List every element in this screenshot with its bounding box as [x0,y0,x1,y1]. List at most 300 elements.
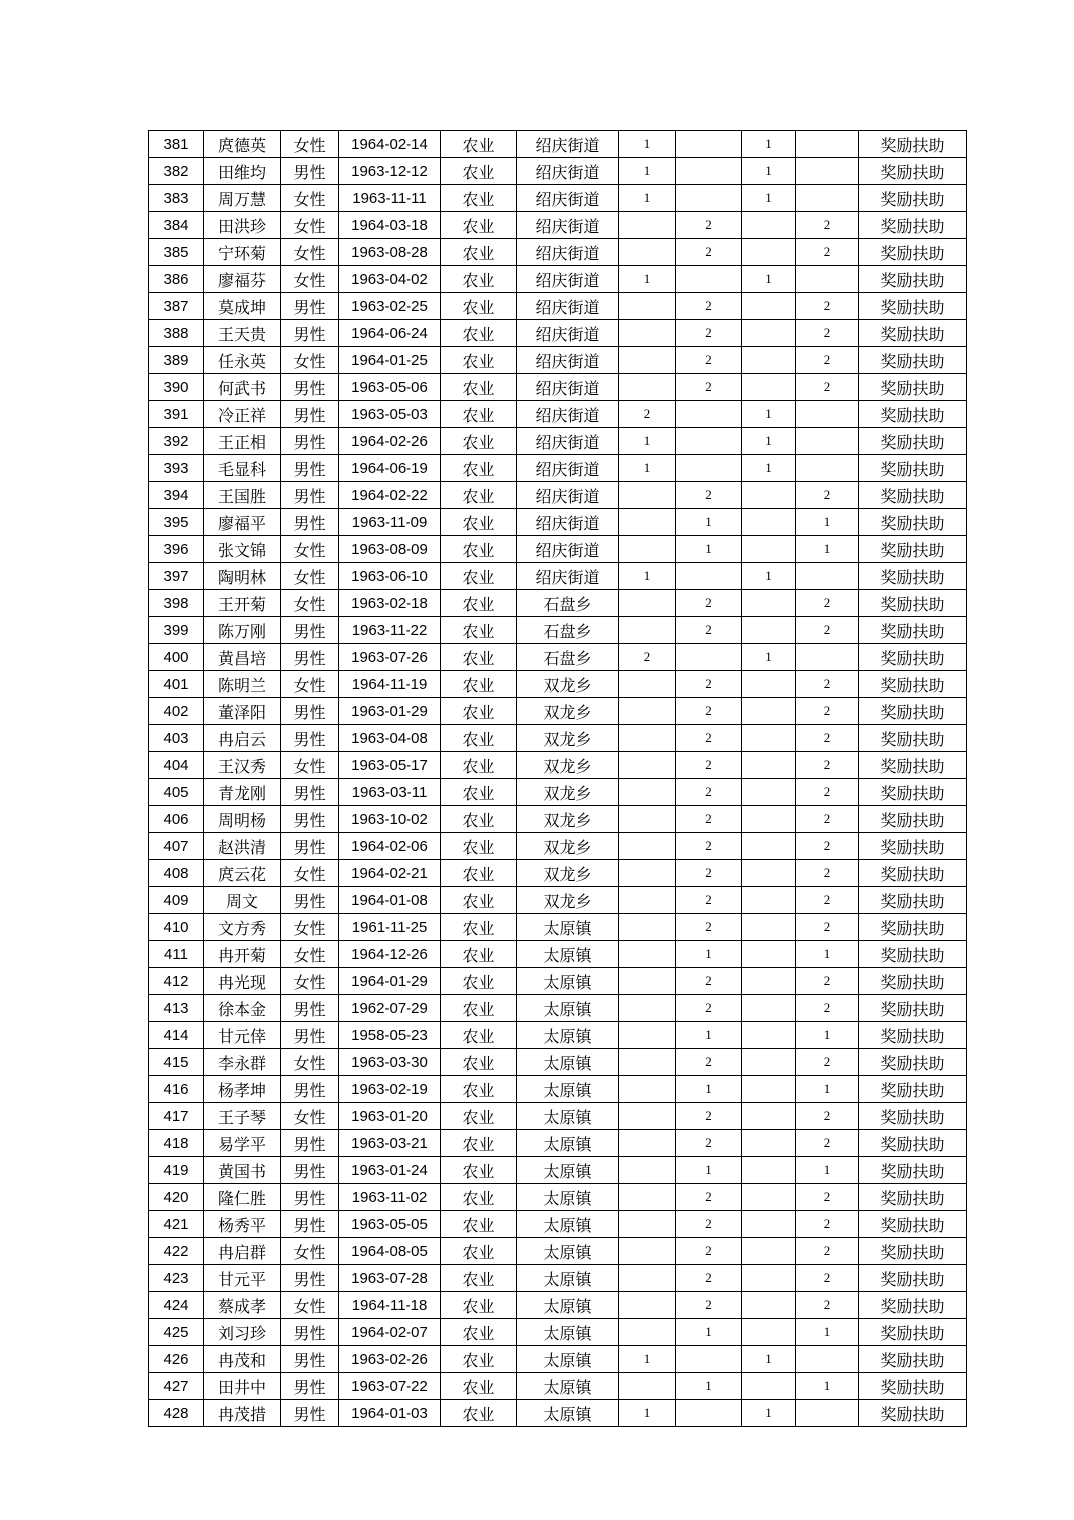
table-row [149,374,967,401]
township-cell: 太原镇 [517,1103,619,1130]
count-col-1-cell [619,968,676,995]
person-name-cell: 甘元倖 [204,1022,281,1049]
household-type-cell: 农业 [441,482,517,509]
household-type-cell: 农业 [441,239,517,266]
count-col-3-cell [742,914,796,941]
count-col-3-cell [742,725,796,752]
household-type-cell: 农业 [441,968,517,995]
count-col-1-cell [619,1211,676,1238]
township-cell: 石盘乡 [517,590,619,617]
gender-cell: 男性 [281,779,339,806]
gender-cell: 男性 [281,374,339,401]
count-col-4-cell: 2 [796,887,859,914]
person-name-cell: 杨秀平 [204,1211,281,1238]
count-col-4-cell: 2 [796,347,859,374]
count-col-1-cell [619,1292,676,1319]
count-col-1-cell [619,239,676,266]
table-row [149,1265,967,1292]
count-col-2-cell: 2 [676,1238,742,1265]
count-col-1-cell: 1 [619,266,676,293]
count-col-1-cell [619,1130,676,1157]
person-name-cell: 周文 [204,887,281,914]
record-number-cell: 409 [149,887,204,914]
record-number-cell: 420 [149,1184,204,1211]
assistance-type-cell: 奖励扶助 [859,536,967,563]
record-number-cell: 384 [149,212,204,239]
person-name-cell: 田井中 [204,1373,281,1400]
assistance-type-cell: 奖励扶助 [859,1103,967,1130]
birth-date-cell: 1963-05-05 [339,1211,441,1238]
count-col-2-cell: 2 [676,968,742,995]
count-col-2-cell [676,131,742,158]
table-row [149,455,967,482]
count-col-2-cell: 2 [676,779,742,806]
count-col-1-cell [619,212,676,239]
gender-cell: 男性 [281,320,339,347]
person-name-cell: 冷正祥 [204,401,281,428]
birth-date-cell: 1963-04-08 [339,725,441,752]
township-cell: 双龙乡 [517,671,619,698]
count-col-3-cell [742,1184,796,1211]
birth-date-cell: 1963-06-10 [339,563,441,590]
count-col-4-cell: 2 [796,806,859,833]
count-col-2-cell [676,428,742,455]
birth-date-cell: 1958-05-23 [339,1022,441,1049]
count-col-1-cell: 2 [619,644,676,671]
gender-cell: 男性 [281,1346,339,1373]
birth-date-cell: 1963-11-22 [339,617,441,644]
count-col-1-cell [619,1076,676,1103]
gender-cell: 女性 [281,752,339,779]
gender-cell: 女性 [281,1238,339,1265]
person-name-cell: 王开菊 [204,590,281,617]
count-col-2-cell: 1 [676,1157,742,1184]
count-col-4-cell [796,266,859,293]
count-col-3-cell [742,1238,796,1265]
person-name-cell: 甘元平 [204,1265,281,1292]
count-col-1-cell: 1 [619,158,676,185]
count-col-3-cell [742,1319,796,1346]
assistance-type-cell: 奖励扶助 [859,1049,967,1076]
table-row [149,725,967,752]
gender-cell: 男性 [281,1022,339,1049]
person-name-cell: 冉启群 [204,1238,281,1265]
count-col-2-cell: 2 [676,212,742,239]
birth-date-cell: 1964-08-05 [339,1238,441,1265]
assistance-type-cell: 奖励扶助 [859,860,967,887]
assistance-type-cell: 奖励扶助 [859,1184,967,1211]
count-col-4-cell: 2 [796,1103,859,1130]
count-col-2-cell [676,1400,742,1427]
count-col-4-cell: 2 [796,995,859,1022]
assistance-type-cell: 奖励扶助 [859,563,967,590]
count-col-2-cell: 2 [676,725,742,752]
assistance-type-cell: 奖励扶助 [859,428,967,455]
household-type-cell: 农业 [441,509,517,536]
assistance-type-cell: 奖励扶助 [859,1022,967,1049]
count-col-4-cell: 1 [796,1157,859,1184]
count-col-4-cell: 2 [796,320,859,347]
gender-cell: 男性 [281,1130,339,1157]
count-col-3-cell [742,293,796,320]
assistance-type-cell: 奖励扶助 [859,941,967,968]
count-col-3-cell [742,1157,796,1184]
count-col-2-cell [676,401,742,428]
township-cell: 绍庆街道 [517,347,619,374]
table-row [149,1049,967,1076]
record-number-cell: 391 [149,401,204,428]
record-number-cell: 385 [149,239,204,266]
birth-date-cell: 1964-06-24 [339,320,441,347]
gender-cell: 男性 [281,1211,339,1238]
count-col-4-cell: 2 [796,482,859,509]
record-number-cell: 381 [149,131,204,158]
record-number-cell: 398 [149,590,204,617]
birth-date-cell: 1963-02-26 [339,1346,441,1373]
record-number-cell: 426 [149,1346,204,1373]
township-cell: 太原镇 [517,995,619,1022]
record-number-cell: 404 [149,752,204,779]
assistance-type-cell: 奖励扶助 [859,401,967,428]
gender-cell: 男性 [281,833,339,860]
assistance-type-cell: 奖励扶助 [859,455,967,482]
count-col-3-cell [742,860,796,887]
count-col-3-cell [742,1373,796,1400]
table-row [149,806,967,833]
table-row [149,590,967,617]
assistance-type-cell: 奖励扶助 [859,239,967,266]
gender-cell: 男性 [281,428,339,455]
count-col-3-cell: 1 [742,131,796,158]
birth-date-cell: 1963-03-11 [339,779,441,806]
count-col-2-cell: 2 [676,860,742,887]
gender-cell: 男性 [281,401,339,428]
birth-date-cell: 1963-07-22 [339,1373,441,1400]
count-col-3-cell [742,806,796,833]
person-name-cell: 廖福平 [204,509,281,536]
count-col-3-cell [742,1130,796,1157]
count-col-2-cell: 1 [676,1319,742,1346]
assistance-type-cell: 奖励扶助 [859,185,967,212]
gender-cell: 女性 [281,1292,339,1319]
count-col-4-cell: 2 [796,698,859,725]
township-cell: 双龙乡 [517,725,619,752]
count-col-4-cell: 2 [796,617,859,644]
table-row [149,1022,967,1049]
count-col-1-cell [619,1373,676,1400]
person-name-cell: 庹云花 [204,860,281,887]
person-name-cell: 冉光现 [204,968,281,995]
count-col-4-cell: 2 [796,374,859,401]
count-col-3-cell: 1 [742,563,796,590]
birth-date-cell: 1964-12-26 [339,941,441,968]
person-name-cell: 蔡成孝 [204,1292,281,1319]
table-row [149,482,967,509]
birth-date-cell: 1963-07-26 [339,644,441,671]
gender-cell: 男性 [281,482,339,509]
township-cell: 双龙乡 [517,779,619,806]
count-col-1-cell [619,995,676,1022]
table-row [149,509,967,536]
assistance-type-cell: 奖励扶助 [859,1265,967,1292]
count-col-2-cell: 1 [676,941,742,968]
person-name-cell: 隆仁胜 [204,1184,281,1211]
count-col-1-cell: 1 [619,428,676,455]
person-name-cell: 冉启云 [204,725,281,752]
gender-cell: 男性 [281,455,339,482]
township-cell: 石盘乡 [517,617,619,644]
birth-date-cell: 1962-07-29 [339,995,441,1022]
count-col-4-cell: 2 [796,1265,859,1292]
count-col-2-cell: 1 [676,1076,742,1103]
township-cell: 太原镇 [517,1400,619,1427]
birth-date-cell: 1961-11-25 [339,914,441,941]
count-col-1-cell [619,293,676,320]
person-name-cell: 陶明林 [204,563,281,590]
assistance-type-cell: 奖励扶助 [859,1373,967,1400]
assistance-type-cell: 奖励扶助 [859,1238,967,1265]
person-name-cell: 青龙刚 [204,779,281,806]
gender-cell: 男性 [281,509,339,536]
count-col-1-cell [619,941,676,968]
birth-date-cell: 1964-02-21 [339,860,441,887]
count-col-4-cell [796,131,859,158]
count-col-2-cell: 1 [676,1022,742,1049]
count-col-3-cell [742,374,796,401]
count-col-2-cell: 2 [676,590,742,617]
count-col-2-cell: 2 [676,1184,742,1211]
count-col-1-cell: 1 [619,455,676,482]
township-cell: 绍庆街道 [517,509,619,536]
count-col-4-cell: 2 [796,212,859,239]
household-type-cell: 农业 [441,671,517,698]
household-type-cell: 农业 [441,1238,517,1265]
person-name-cell: 陈明兰 [204,671,281,698]
birth-date-cell: 1964-01-29 [339,968,441,995]
township-cell: 绍庆街道 [517,455,619,482]
count-col-2-cell: 1 [676,1373,742,1400]
count-col-4-cell: 2 [796,239,859,266]
count-col-2-cell [676,563,742,590]
assistance-type-cell: 奖励扶助 [859,752,967,779]
record-number-cell: 421 [149,1211,204,1238]
household-type-cell: 农业 [441,1211,517,1238]
assistance-type-cell: 奖励扶助 [859,374,967,401]
table-row [149,995,967,1022]
household-type-cell: 农业 [441,185,517,212]
record-number-cell: 383 [149,185,204,212]
count-col-1-cell [619,374,676,401]
gender-cell: 男性 [281,293,339,320]
record-number-cell: 396 [149,536,204,563]
table-row [149,563,967,590]
household-type-cell: 农业 [441,752,517,779]
gender-cell: 男性 [281,158,339,185]
person-name-cell: 廖福芬 [204,266,281,293]
birth-date-cell: 1964-02-22 [339,482,441,509]
table-row [149,752,967,779]
table-row [149,239,967,266]
count-col-1-cell [619,590,676,617]
household-type-cell: 农业 [441,1157,517,1184]
township-cell: 绍庆街道 [517,401,619,428]
birth-date-cell: 1964-02-14 [339,131,441,158]
person-name-cell: 赵洪清 [204,833,281,860]
count-col-1-cell [619,914,676,941]
birth-date-cell: 1963-04-02 [339,266,441,293]
count-col-4-cell [796,644,859,671]
household-type-cell: 农业 [441,401,517,428]
count-col-3-cell [742,590,796,617]
count-col-3-cell [742,1292,796,1319]
count-col-4-cell: 2 [796,1130,859,1157]
assistance-type-cell: 奖励扶助 [859,1157,967,1184]
count-col-3-cell [742,320,796,347]
assistance-type-cell: 奖励扶助 [859,1076,967,1103]
record-number-cell: 388 [149,320,204,347]
count-col-2-cell: 2 [676,1265,742,1292]
roster-table [148,130,967,1427]
person-name-cell: 李永群 [204,1049,281,1076]
birth-date-cell: 1963-03-30 [339,1049,441,1076]
record-number-cell: 417 [149,1103,204,1130]
person-name-cell: 张文锦 [204,536,281,563]
count-col-1-cell [619,617,676,644]
township-cell: 绍庆街道 [517,266,619,293]
table-row [149,320,967,347]
count-col-2-cell: 2 [676,1292,742,1319]
gender-cell: 男性 [281,806,339,833]
birth-date-cell: 1963-02-25 [339,293,441,320]
household-type-cell: 农业 [441,725,517,752]
count-col-1-cell: 1 [619,1400,676,1427]
birth-date-cell: 1964-01-03 [339,1400,441,1427]
count-col-1-cell [619,833,676,860]
count-col-4-cell: 1 [796,941,859,968]
household-type-cell: 农业 [441,455,517,482]
assistance-type-cell: 奖励扶助 [859,590,967,617]
count-col-3-cell [742,509,796,536]
person-name-cell: 王子琴 [204,1103,281,1130]
birth-date-cell: 1964-11-18 [339,1292,441,1319]
person-name-cell: 刘习珍 [204,1319,281,1346]
township-cell: 太原镇 [517,968,619,995]
person-name-cell: 董泽阳 [204,698,281,725]
township-cell: 太原镇 [517,1238,619,1265]
household-type-cell: 农业 [441,833,517,860]
assistance-type-cell: 奖励扶助 [859,671,967,698]
count-col-2-cell [676,1346,742,1373]
record-number-cell: 422 [149,1238,204,1265]
household-type-cell: 农业 [441,1022,517,1049]
person-name-cell: 黄国书 [204,1157,281,1184]
birth-date-cell: 1963-01-29 [339,698,441,725]
assistance-type-cell: 奖励扶助 [859,293,967,320]
record-number-cell: 428 [149,1400,204,1427]
count-col-3-cell [742,536,796,563]
gender-cell: 男性 [281,1076,339,1103]
birth-date-cell: 1963-12-12 [339,158,441,185]
household-type-cell: 农业 [441,293,517,320]
assistance-type-cell: 奖励扶助 [859,617,967,644]
count-col-3-cell [742,1211,796,1238]
count-col-1-cell [619,779,676,806]
assistance-type-cell: 奖励扶助 [859,212,967,239]
table-row [149,131,967,158]
assistance-type-cell: 奖励扶助 [859,158,967,185]
count-col-2-cell: 2 [676,671,742,698]
gender-cell: 女性 [281,536,339,563]
count-col-2-cell: 2 [676,833,742,860]
gender-cell: 女性 [281,239,339,266]
household-type-cell: 农业 [441,698,517,725]
township-cell: 太原镇 [517,1130,619,1157]
person-name-cell: 冉开菊 [204,941,281,968]
gender-cell: 男性 [281,1184,339,1211]
roster-body [149,131,967,1427]
person-name-cell: 莫成坤 [204,293,281,320]
household-type-cell: 农业 [441,644,517,671]
count-col-3-cell [742,1265,796,1292]
table-row [149,914,967,941]
gender-cell: 女性 [281,131,339,158]
assistance-type-cell: 奖励扶助 [859,131,967,158]
birth-date-cell: 1964-02-06 [339,833,441,860]
count-col-3-cell: 1 [742,158,796,185]
gender-cell: 男性 [281,995,339,1022]
count-col-2-cell: 2 [676,995,742,1022]
count-col-4-cell: 1 [796,1076,859,1103]
gender-cell: 女性 [281,347,339,374]
count-col-3-cell [742,212,796,239]
person-name-cell: 何武书 [204,374,281,401]
assistance-type-cell: 奖励扶助 [859,266,967,293]
count-col-1-cell [619,1103,676,1130]
table-row [149,347,967,374]
assistance-type-cell: 奖励扶助 [859,1346,967,1373]
gender-cell: 男性 [281,617,339,644]
gender-cell: 女性 [281,671,339,698]
gender-cell: 女性 [281,212,339,239]
township-cell: 绍庆街道 [517,482,619,509]
count-col-2-cell: 2 [676,239,742,266]
count-col-4-cell: 2 [796,968,859,995]
birth-date-cell: 1963-11-11 [339,185,441,212]
count-col-2-cell: 2 [676,482,742,509]
household-type-cell: 农业 [441,617,517,644]
gender-cell: 男性 [281,644,339,671]
person-name-cell: 文方秀 [204,914,281,941]
record-number-cell: 413 [149,995,204,1022]
record-number-cell: 392 [149,428,204,455]
assistance-type-cell: 奖励扶助 [859,1292,967,1319]
count-col-2-cell: 1 [676,509,742,536]
count-col-3-cell [742,239,796,266]
count-col-1-cell: 2 [619,401,676,428]
township-cell: 双龙乡 [517,752,619,779]
table-row [149,698,967,725]
count-col-1-cell [619,806,676,833]
birth-date-cell: 1963-08-09 [339,536,441,563]
township-cell: 双龙乡 [517,806,619,833]
record-number-cell: 393 [149,455,204,482]
person-name-cell: 田维均 [204,158,281,185]
gender-cell: 男性 [281,1265,339,1292]
count-col-1-cell: 1 [619,185,676,212]
township-cell: 绍庆街道 [517,185,619,212]
township-cell: 太原镇 [517,1049,619,1076]
birth-date-cell: 1964-11-19 [339,671,441,698]
